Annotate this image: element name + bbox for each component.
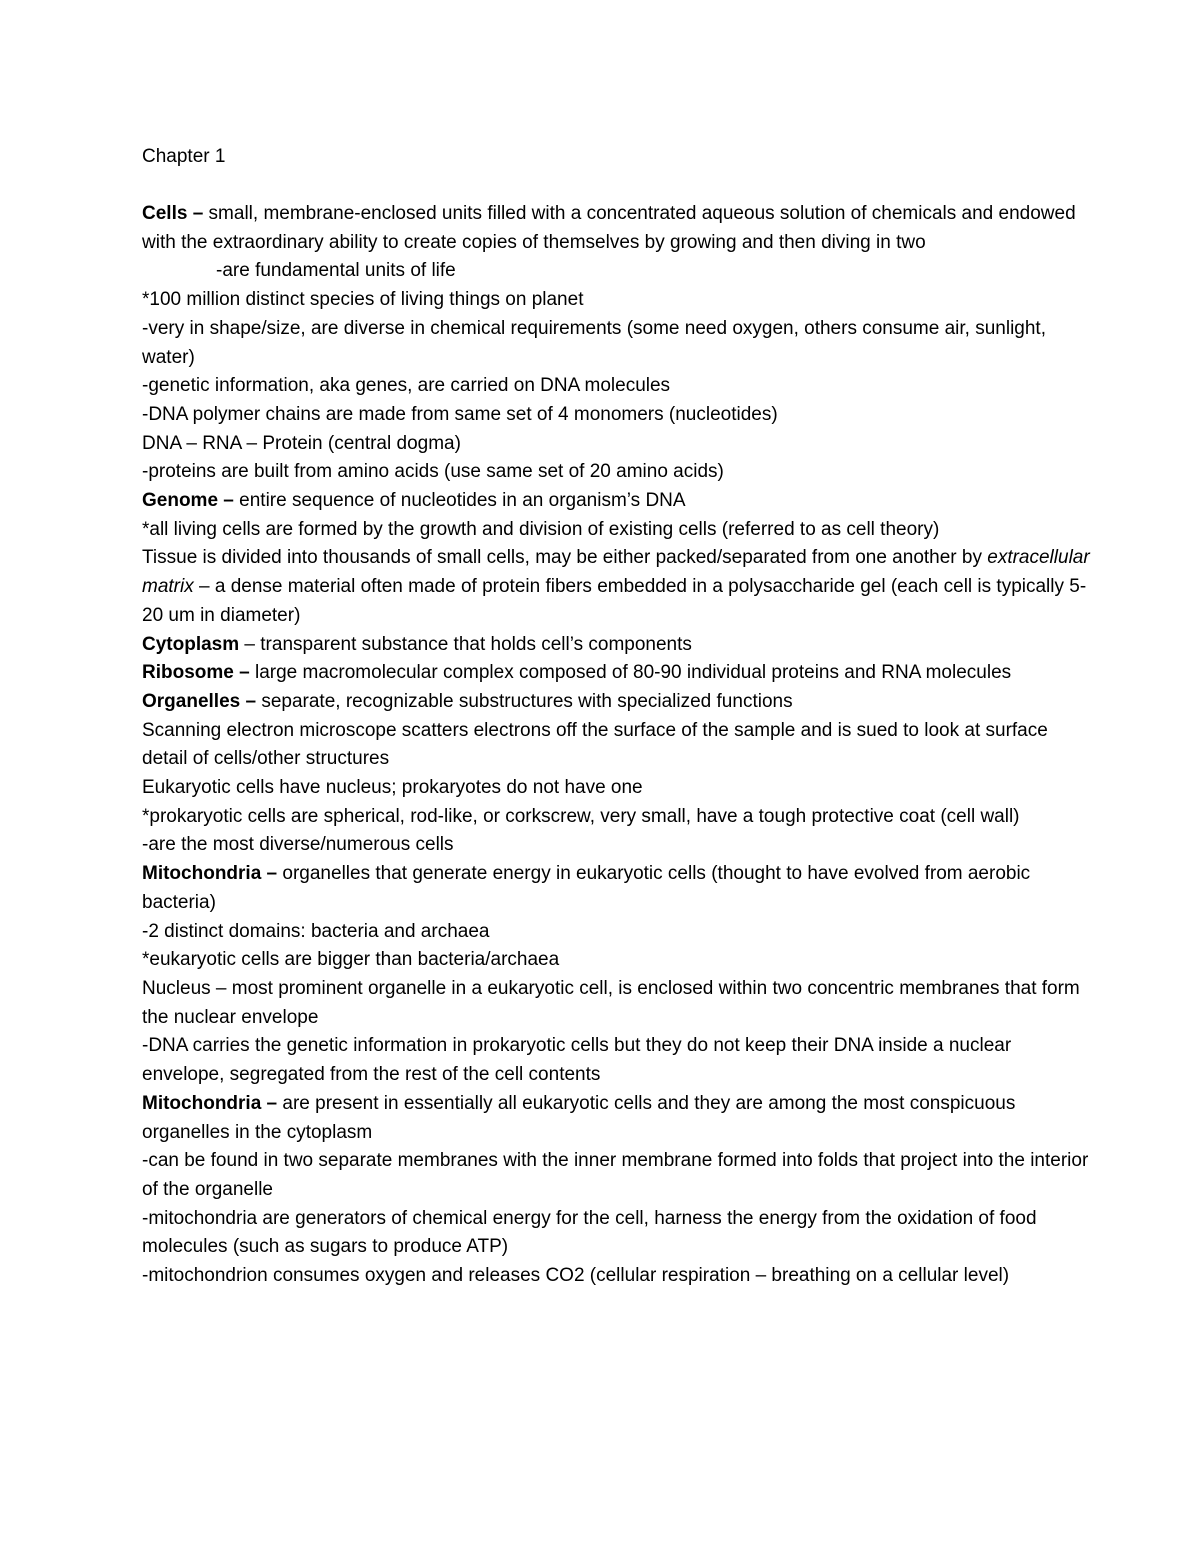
definition-text: separate, recognizable substructures with specialized functions [256, 690, 793, 712]
note-paragraph [142, 631, 1092, 660]
note-paragraph [142, 659, 1092, 688]
definition-text: are present in essentially all eukaryotic cells and they are among the most conspicuous organelles in the cytoplasm [142, 1092, 1016, 1143]
notes-body [142, 200, 1092, 1291]
note-text: DNA – RNA – Protein (central dogma) [142, 432, 461, 454]
note-paragraph [142, 257, 1092, 286]
note-text: Scanning electron microscope scatters electrons off the surface of the sample and is sued to look at surface detail of cells/other structures [142, 719, 1048, 770]
definition-text: organelles that generate energy in eukaryotic cells (thought to have evolved from aerobic bacteria) [142, 863, 1031, 913]
term-label: Cytoplasm [142, 633, 240, 655]
note-text: *prokaryotic cells are spherical, rod-like, or corkscrew, very small, have a tough protective coat (cell wall) [142, 805, 1020, 827]
italic-term: extracellular matrix [142, 547, 1090, 598]
note-paragraph [142, 401, 1092, 430]
note-paragraph [142, 803, 1092, 832]
note-text: -proteins are built from amino acids (use same set of 20 amino acids) [142, 461, 724, 483]
note-paragraph [142, 774, 1092, 803]
note-paragraph [142, 1090, 1092, 1147]
note-paragraph [142, 946, 1092, 975]
definition-text: small, membrane-enclosed units filled with a concentrated aqueous solution of chemicals and endowed with the extraordinary ability to create copies of themselves by growing and then diving in two [142, 203, 1076, 253]
note-paragraph [142, 831, 1092, 860]
note-paragraph [142, 688, 1092, 717]
note-paragraph [142, 1262, 1092, 1291]
note-paragraph [142, 975, 1092, 1032]
note-paragraph [142, 516, 1092, 545]
note-text: *100 million distinct species of living things on planet [142, 289, 584, 311]
note-text: -2 distinct domains: bacteria and archaea [142, 920, 490, 942]
note-text: Tissue is divided into thousands of small cells, may be either packed/separated from one another by [142, 547, 988, 569]
term-label: Mitochondria – [142, 863, 278, 885]
note-text: *all living cells are formed by the growth and division of existing cells (referred to as cell theory) [142, 518, 940, 540]
note-paragraph [142, 717, 1092, 774]
definition-text: – transparent substance that holds cell’s components [239, 633, 692, 655]
note-paragraph [142, 918, 1092, 947]
chapter-title: Chapter 1 [142, 146, 226, 167]
note-text: -DNA carries the genetic information in prokaryotic cells but they do not keep their DNA inside a nuclear envelope, segregated from the rest of the cell contents [142, 1035, 1012, 1086]
definition-text: large macromolecular complex composed of 80-90 individual proteins and RNA molecules [249, 662, 1012, 684]
note-paragraph [142, 286, 1092, 315]
definition-text: entire sequence of nucleotides in an organism’s DNA [233, 490, 686, 512]
term-label: Ribosome – [142, 662, 250, 684]
term-label: Cells – [142, 203, 204, 224]
note-paragraph [142, 1032, 1092, 1089]
note-text: -are fundamental units of life [216, 260, 456, 282]
note-paragraph [142, 544, 1092, 630]
note-text: -are the most diverse/numerous cells [142, 834, 454, 856]
term-label: Genome – [142, 490, 234, 512]
term-label: Mitochondria – [142, 1092, 278, 1114]
note-paragraph [142, 458, 1092, 487]
note-text: Eukaryotic cells have nucleus; prokaryotes do not have one [142, 777, 643, 799]
note-paragraph [142, 860, 1092, 917]
note-paragraph [142, 1205, 1092, 1262]
note-text: -mitochondrion consumes oxygen and releases CO2 (cellular respiration – breathing on a cellular level) [142, 1265, 1010, 1287]
note-text: *eukaryotic cells are bigger than bacteria/archaea [142, 949, 560, 971]
note-paragraph [142, 315, 1092, 372]
note-text: -genetic information, aka genes, are carried on DNA molecules [142, 375, 671, 397]
note-text: -DNA polymer chains are made from same set of 4 monomers (nucleotides) [142, 403, 778, 425]
note-paragraph [142, 1147, 1092, 1204]
note-text: -very in shape/size, are diverse in chemical requirements (some need oxygen, others consume air, sunlight, water) [142, 317, 1046, 368]
note-text: -mitochondria are generators of chemical energy for the cell, harness the energy from the oxidation of food molecules (such as sugars to produce ATP) [142, 1207, 1037, 1258]
note-text: – a dense material often made of protein fibers embedded in a polysaccharide gel (each cell is typically 5-20 um in diameter) [142, 576, 1087, 626]
note-text: -can be found in two separate membranes with the inner membrane formed into folds that project into the interior of the organelle [142, 1150, 1089, 1200]
note-paragraph [142, 200, 1092, 257]
note-paragraph [142, 430, 1092, 459]
note-text: Nucleus – most prominent organelle in a eukaryotic cell, is enclosed within two concentric membranes that form the nuclear envelope [142, 977, 1080, 1028]
term-label: Organelles – [142, 690, 257, 712]
note-paragraph [142, 372, 1092, 401]
note-paragraph [142, 487, 1092, 516]
